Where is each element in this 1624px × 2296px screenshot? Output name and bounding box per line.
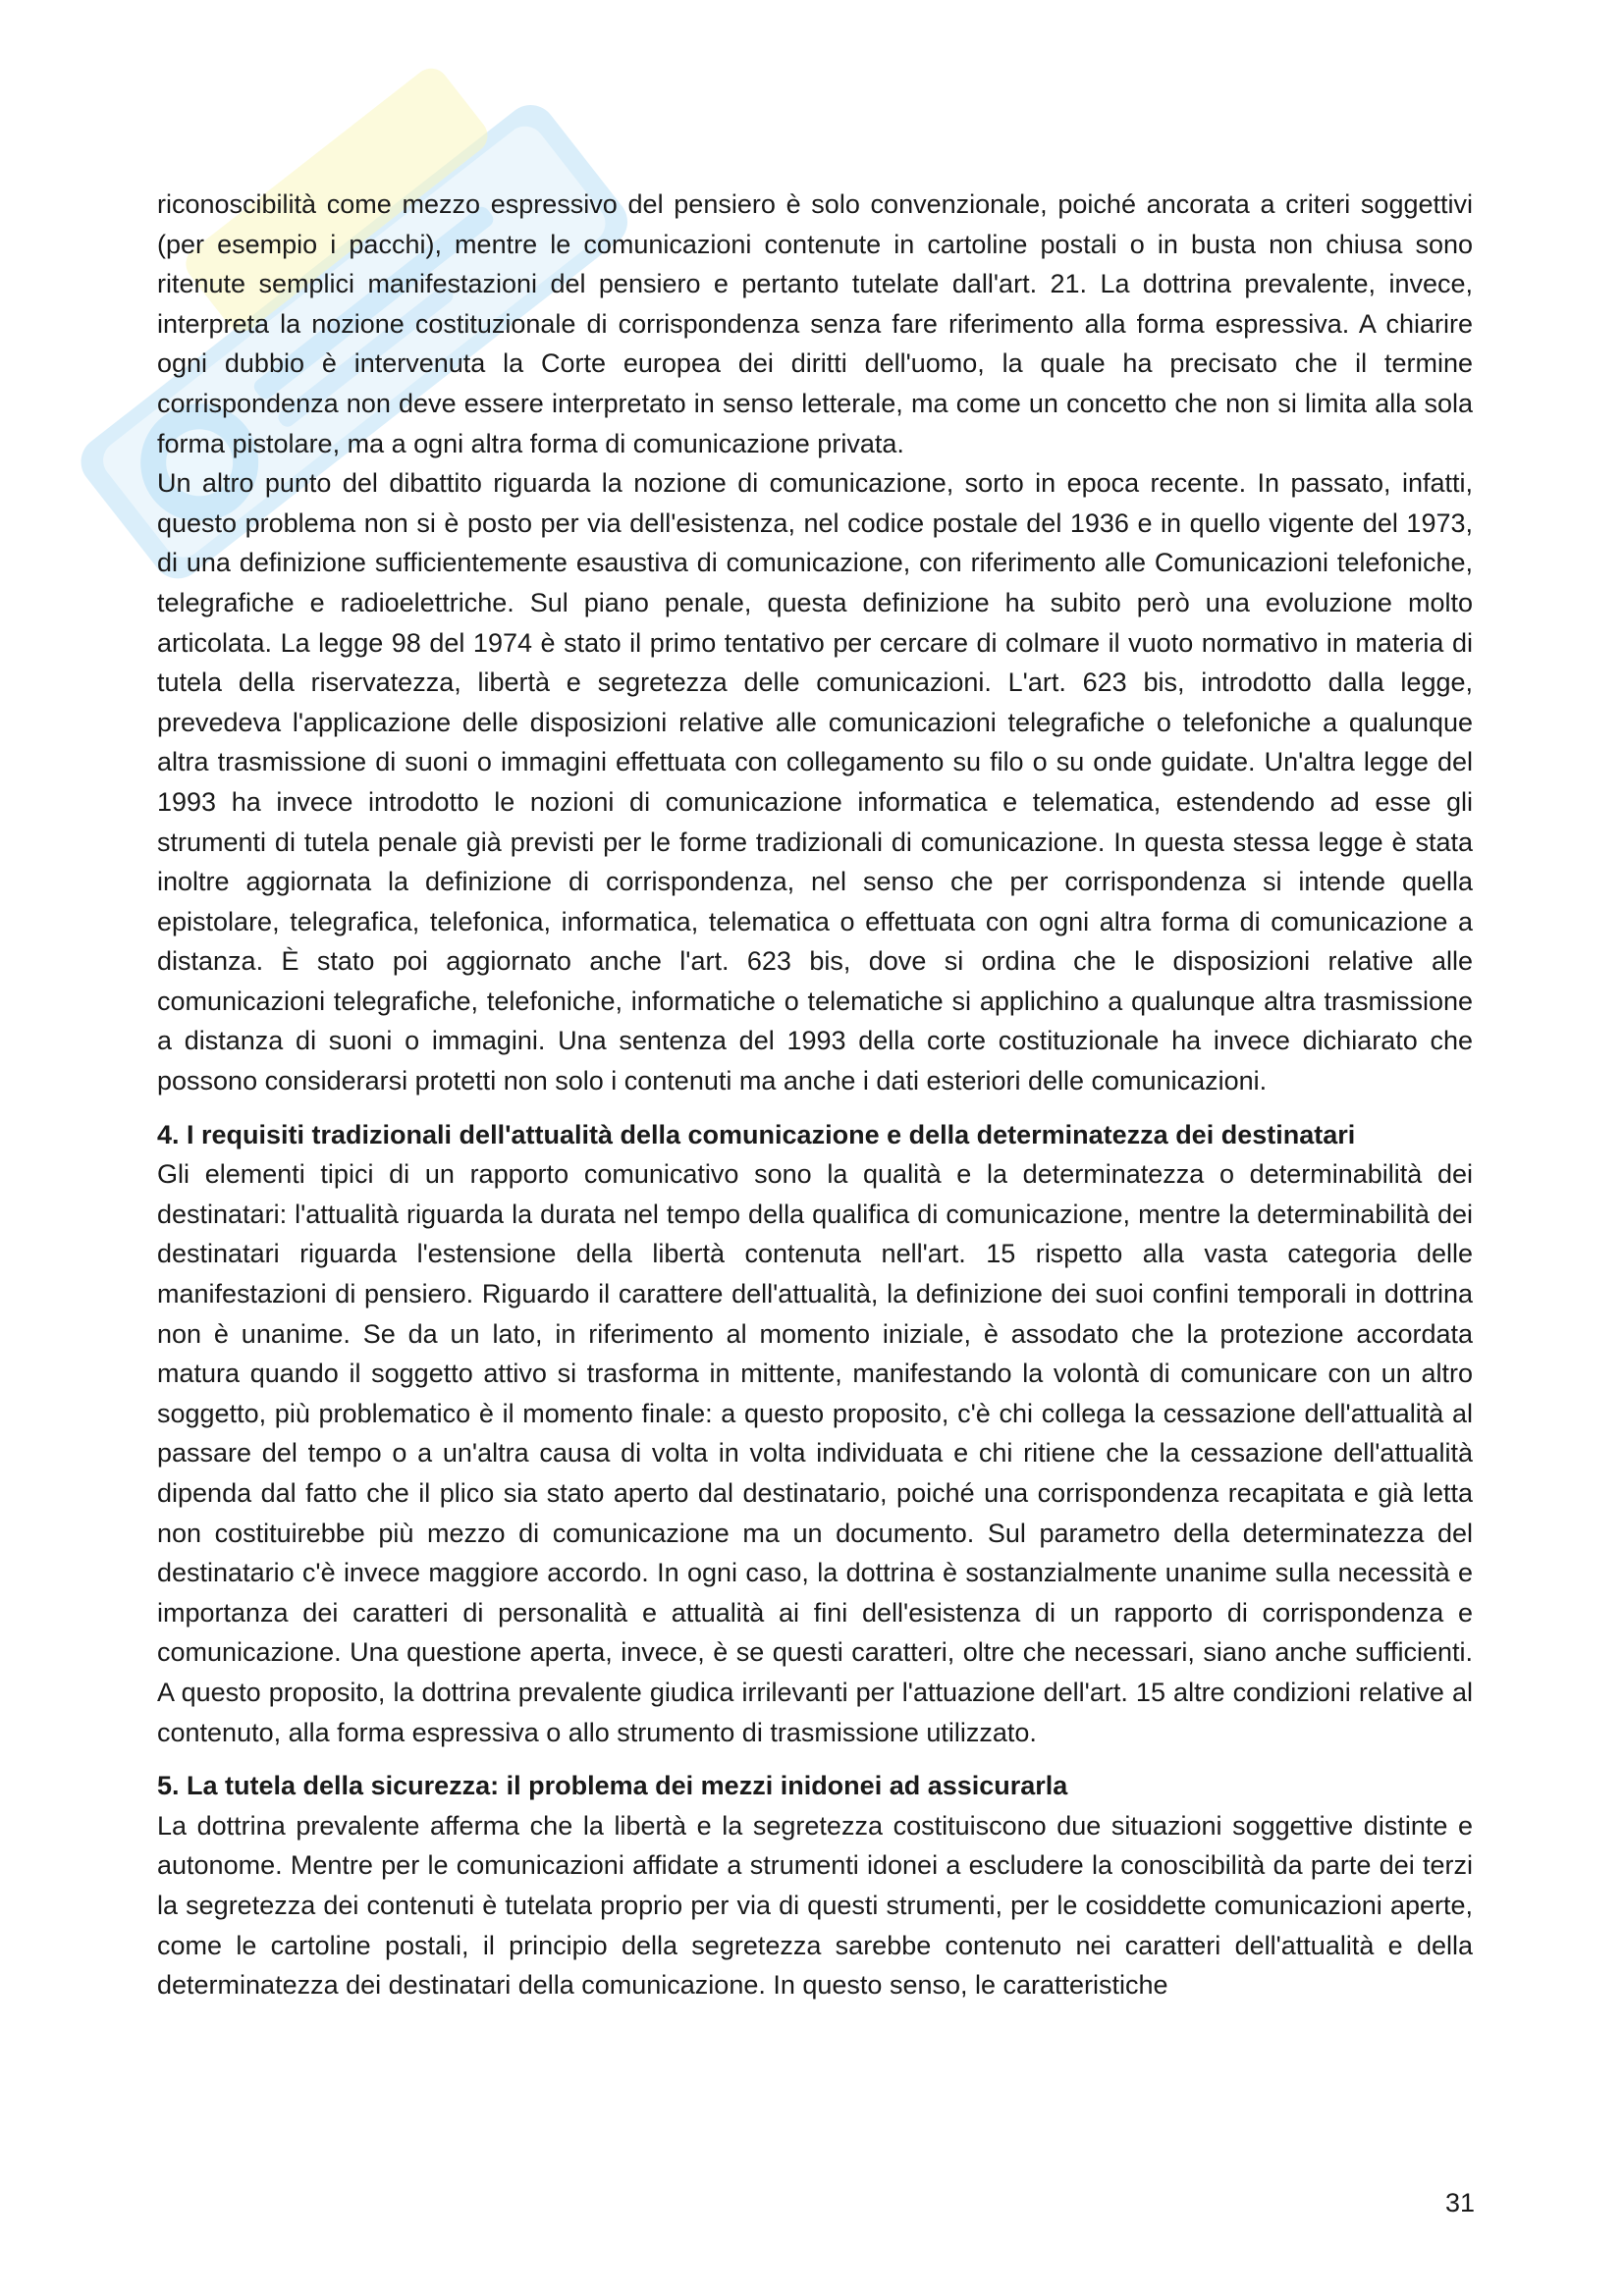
section-4-title: 4. I requisiti tradizionali dell'attualità della comunicazione e della determinatezza dei destinatari: [157, 1119, 1356, 1149]
section-5-text: La dottrina prevalente afferma che la libertà e la segretezza costituiscono due situazioni soggettive distinte e autonome. Mentre per le comunicazioni affidate a strumenti idonei a escludere la conoscibilità da parte dei terzi la segretezza dei contenuti è tutelata proprio per via di questi strumenti, per le cosiddette comunicazioni aperte, come le cartoline postali, il principio della segretezza sarebbe contenuto nei caratteri dell'attualità e della determinatezza dei destinatari della comunicazione. In questo senso, le caratteristiche: [157, 1810, 1473, 2001]
section-4-text: Gli elementi tipici di un rapporto comunicativo sono la qualità e la determinatezza o determinabilità dei destinatari: l'attualità riguarda la durata nel tempo della qualifica di comunicazione, mentre la determinabilità dei destinatari riguarda l'estensione della libertà contenuta nell'art. 15 rispetto alla vasta categoria delle manifestazioni di pensiero. Riguardo il carattere dell'attualità, la definizione dei suoi confini temporali in dottrina non è unanime. Se da un lato, in riferimento al momento iniziale, è assodato che la protezione accordata matura quando il soggetto attivo si trasforma in mittente, manifestando la volontà di comunicare con un altro soggetto, più problematico è il momento finale: a questo proposito, c'è chi collega la cessazione dell'attualità al passare del tempo o a un'altra causa di volta in volta individuata e chi ritiene che la cessazione dell'attualità dipenda dal fatto che il plico sia stato aperto dal destinatario, poiché una corrispondenza recapitata e già letta non costituirebbe più mezzo di comunicazione ma un documento. Sul parametro della determinatezza del destinatario c'è invece maggiore accordo. In ogni caso, la dottrina è sostanzialmente unanime sulla necessità e importanza dei caratteri di personalità e attualità ai fini dell'esistenza di un rapporto di corrispondenza e comunicazione. Una questione aperta, invece, è se questi caratteri, oltre che necessari, siano anche sufficienti. A questo proposito, la dottrina prevalente giudica irrilevanti per l'attuazione dell'art. 15 altre condizioni relative al contenuto, alla forma espressiva o allo strumento di trasmissione utilizzato.: [157, 1159, 1473, 1747]
section-5-title: 5. La tutela della sicurezza: il problema dei mezzi inidonei ad assicurarla: [157, 1771, 1068, 1801]
section-4: [157, 1115, 1473, 1753]
paragraph-intro-1: riconoscibilità come mezzo espressivo del pensiero è solo convenzionale, poiché ancorata a criteri soggettivi (per esempio i pacchi), mentre le comunicazioni contenute in cartoline postali o in busta non chiusa sono ritenute semplici manifestazioni del pensiero e pertanto tutelate dall'art. 21. La dottrina prevalente, invece, interpreta la nozione costituzionale di corrispondenza senza fare riferimento alla forma espressiva. A chiarire ogni dubbio è intervenuta la Corte europea dei diritti dell'uomo, la quale ha precisato che il termine corrispondenza non deve essere interpretato in senso letterale, ma come un concetto che non si limita alla sola forma pistolare, ma a ogni altra forma di comunicazione privata.: [157, 189, 1473, 458]
page-number: 31: [1444, 2188, 1475, 2217]
paragraph-intro-2: Un altro punto del dibattito riguarda la nozione di comunicazione, sorto in epoca recente. In passato, infatti, questo problema non si è posto per via dell'esistenza, nel codice postale del 1936 e in quello vigente del 1973, di una definizione sufficientemente esaustiva di comunicazione, con riferimento alle Comunicazioni telefoniche, telegrafiche e radioelettriche. Sul piano penale, questa definizione ha subito però una evoluzione molto articolata. La legge 98 del 1974 è stato il primo tentativo per cercare di colmare il vuoto normativo in materia di tutela della riservatezza, libertà e segretezza delle comunicazioni. L'art. 623 bis, introdotto dalla legge, prevedeva l'applicazione delle disposizioni relative alle comunicazioni telegrafiche o telefoniche a qualunque altra trasmissione di suoni o immagini effettuata con collegamento su filo o su onde guidate. Un'altra legge del 1993 ha invece introdotto le nozioni di comunicazione informatica e telematica, estendendo ad esse gli strumenti di tutela penale già previsti per le forme tradizionali di comunicazione. In questa stessa legge è stata inoltre aggiornata la definizione di corrispondenza, nel senso che per corrispondenza si intende quella epistolare, telegrafica, telefonica, informatica, telematica o effettuata con ogni altra forma di comunicazione a distanza. È stato poi aggiornato anche l'art. 623 bis, dove si ordina che le disposizioni relative alle comunicazioni telegrafiche, telefoniche, informatiche o telematiche si applichino a qualunque altra trasmissione a distanza di suoni o immagini. Una sentenza del 1993 della corte costituzionale ha invece dichiarato che possono considerarsi protetti non solo i contenuti ma anche i dati esteriori delle comunicazioni.: [157, 468, 1473, 1096]
section-5: [157, 1766, 1473, 2005]
document-page: [157, 185, 1473, 2005]
